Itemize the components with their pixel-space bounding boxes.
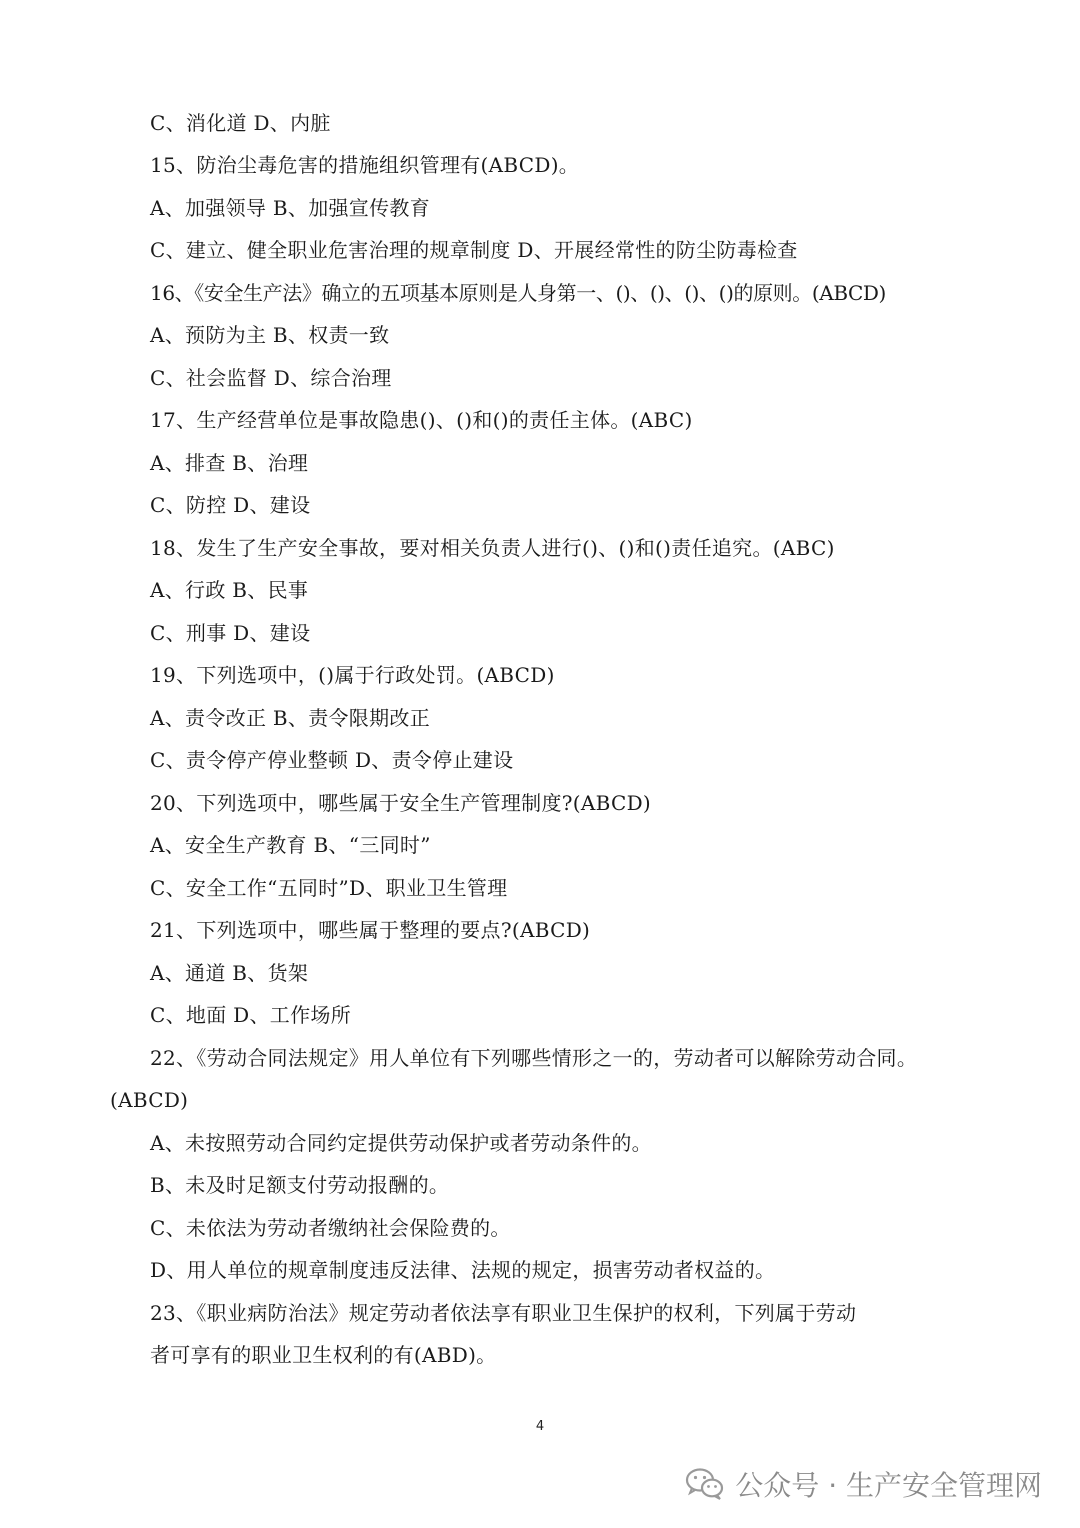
options-line: A、行政 B、民事 — [150, 578, 309, 602]
options-line: C、建立、健全职业危害治理的规章制度 D、开展经常性的防尘防毒检查 — [150, 238, 798, 262]
options-line: C、防控 D、建设 — [150, 493, 311, 517]
question-18: 18、发生了生产安全事故，要对相关负责人进行()、()和()责任追究。(ABC) — [150, 536, 835, 560]
options-line: C、刑事 D、建设 — [150, 621, 311, 645]
options-line: B、未及时足额支付劳动报酬的。 — [150, 1173, 450, 1197]
question-22: 22、《劳动合同法规定》用人单位有下列哪些情形之一的，劳动者可以解除劳动合同。 — [150, 1046, 918, 1070]
options-line: C、安全工作“五同时”D、职业卫生管理 — [150, 876, 508, 900]
options-line: A、未按照劳动合同约定提供劳动保护或者劳动条件的。 — [150, 1131, 652, 1155]
question-17: 17、生产经营单位是事故隐患()、()和()的责任主体。(ABC) — [150, 408, 693, 432]
watermark — [685, 1462, 1042, 1506]
question-20: 20、下列选项中，哪些属于安全生产管理制度?(ABCD) — [150, 791, 652, 815]
answer-22: (ABCD) — [110, 1088, 189, 1112]
options-line: D、用人单位的规章制度违反法律、法规的规定，损害劳动者权益的。 — [150, 1258, 776, 1282]
options-line: A、责令改正 B、责令限期改正 — [150, 706, 430, 730]
options-line: A、加强领导 B、加强宣传教育 — [150, 196, 430, 220]
options-line: A、通道 B、货架 — [150, 961, 309, 985]
options-line: C、地面 D、工作场所 — [150, 1003, 351, 1027]
options-line: A、排查 B、治理 — [150, 451, 309, 475]
question-15: 15、防治尘毒危害的措施组织管理有(ABCD)。 — [150, 153, 580, 177]
options-line: A、预防为主 B、权责一致 — [150, 323, 390, 347]
options-line: C、责令停产停业整顿 D、责令停止建设 — [150, 748, 514, 772]
text-line: C、消化道 D、内脏 — [150, 111, 331, 135]
page-number: 4 — [535, 1419, 545, 1434]
question-23-continued: 者可享有的职业卫生权利的有(ABD)。 — [150, 1343, 497, 1367]
question-16: 16、《安全生产法》确立的五项基本原则是人身第一、()、()、()、()的原则。(ABCD) — [150, 281, 886, 305]
question-21: 21、下列选项中，哪些属于整理的要点?(ABCD) — [150, 918, 591, 942]
watermark-text: 公众号 · 生产安全管理网 — [735, 1469, 1042, 1502]
question-19: 19、下列选项中，()属于行政处罚。(ABCD) — [150, 663, 555, 687]
options-line: A、安全生产教育 B、“三同时” — [150, 833, 431, 857]
question-23: 23、《职业病防治法》规定劳动者依法享有职业卫生保护的权利，下列属于劳动 — [150, 1301, 857, 1325]
wechat-icon — [685, 1467, 725, 1501]
options-line: C、未依法为劳动者缴纳社会保险费的。 — [150, 1216, 511, 1240]
options-line: C、社会监督 D、综合治理 — [150, 366, 392, 390]
